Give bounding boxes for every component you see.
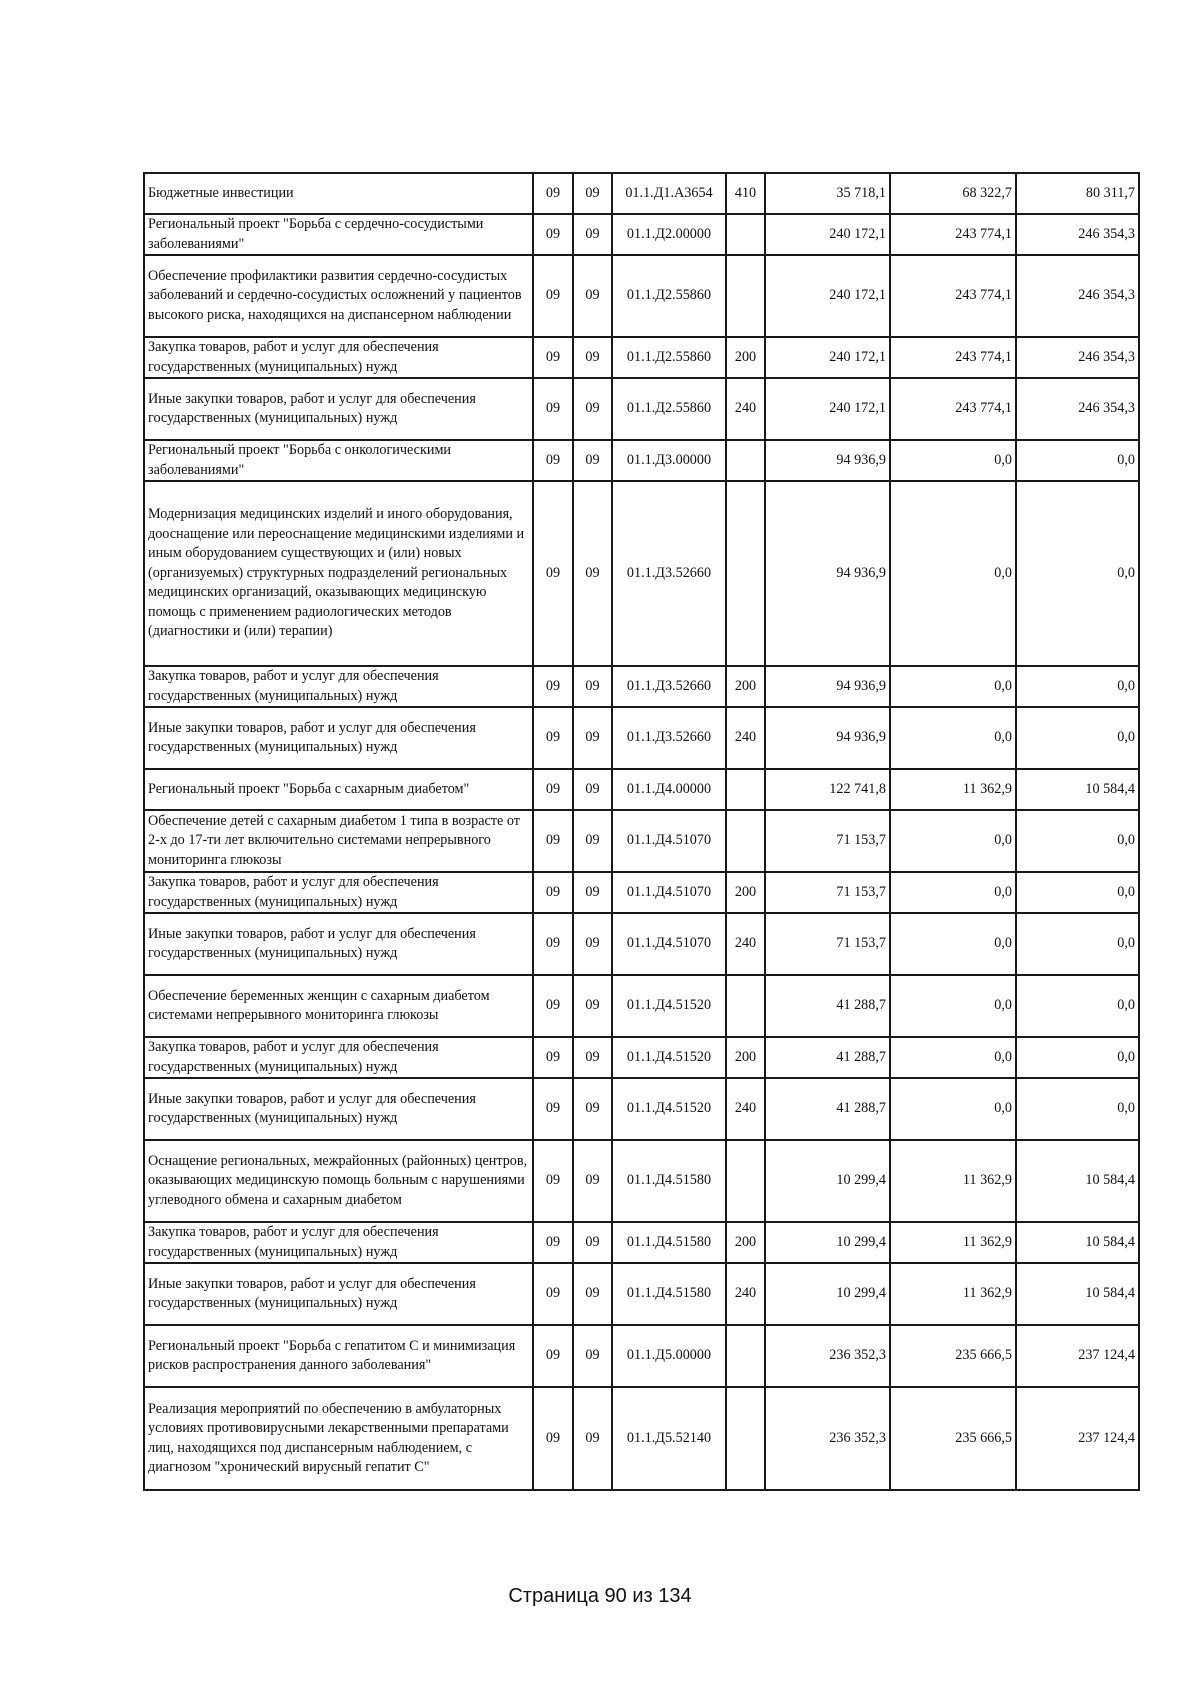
amount-year1-cell: 41 288,7	[765, 975, 890, 1037]
table-row	[144, 913, 1139, 975]
amount-year2-cell: 0,0	[890, 440, 1016, 481]
amount-year2-cell: 0,0	[890, 913, 1016, 975]
target-article-cell: 01.1.Д4.51070	[612, 872, 726, 913]
target-article-cell: 01.1.Д4.51070	[612, 810, 726, 872]
target-article-cell: 01.1.Д4.51580	[612, 1140, 726, 1222]
amount-year2-cell: 0,0	[890, 666, 1016, 707]
expense-type-cell: 240	[726, 1078, 765, 1140]
amount-year1-cell: 94 936,9	[765, 481, 890, 666]
row-name-cell: Иные закупки товаров, работ и услуг для обеспечения государственных (муниципальных) нужд	[144, 707, 533, 769]
target-article-cell: 01.1.Д3.52660	[612, 666, 726, 707]
amount-year3-cell: 10 584,4	[1016, 1222, 1139, 1263]
expense-type-cell: 240	[726, 378, 765, 440]
amount-year3-cell: 10 584,4	[1016, 1263, 1139, 1325]
section-code-cell: 09	[533, 173, 573, 214]
table-row	[144, 337, 1139, 378]
target-article-cell: 01.1.Д5.00000	[612, 1325, 726, 1387]
table-body	[144, 173, 1139, 1490]
row-name-cell: Иные закупки товаров, работ и услуг для обеспечения государственных (муниципальных) нужд	[144, 1078, 533, 1140]
subsection-code-cell: 09	[573, 337, 612, 378]
subsection-code-cell: 09	[573, 214, 612, 255]
amount-year3-cell: 80 311,7	[1016, 173, 1139, 214]
table-row	[144, 1325, 1139, 1387]
amount-year1-cell: 236 352,3	[765, 1387, 890, 1490]
amount-year3-cell: 246 354,3	[1016, 337, 1139, 378]
subsection-code-cell: 09	[573, 481, 612, 666]
target-article-cell: 01.1.Д4.51580	[612, 1222, 726, 1263]
subsection-code-cell: 09	[573, 1140, 612, 1222]
page-number: Страница 90 из 134	[508, 1585, 692, 1607]
row-name-cell: Обеспечение беременных женщин с сахарным диабетом системами непрерывного мониторинга глюкозы	[144, 975, 533, 1037]
section-code-cell: 09	[533, 707, 573, 769]
expense-type-cell	[726, 255, 765, 337]
section-code-cell: 09	[533, 255, 573, 337]
amount-year3-cell: 0,0	[1016, 913, 1139, 975]
target-article-cell: 01.1.Д2.55860	[612, 378, 726, 440]
subsection-code-cell: 09	[573, 378, 612, 440]
table-row	[144, 1263, 1139, 1325]
expense-type-cell: 200	[726, 1037, 765, 1078]
amount-year1-cell: 10 299,4	[765, 1263, 890, 1325]
amount-year3-cell: 237 124,4	[1016, 1387, 1139, 1490]
table-row	[144, 481, 1139, 666]
subsection-code-cell: 09	[573, 440, 612, 481]
section-code-cell: 09	[533, 810, 573, 872]
subsection-code-cell: 09	[573, 1263, 612, 1325]
section-code-cell: 09	[533, 1037, 573, 1078]
row-name-cell: Региональный проект "Борьба с онкологическими заболеваниями"	[144, 440, 533, 481]
section-code-cell: 09	[533, 1078, 573, 1140]
subsection-code-cell: 09	[573, 173, 612, 214]
row-name-cell: Региональный проект "Борьба с сахарным диабетом"	[144, 769, 533, 810]
subsection-code-cell: 09	[573, 1387, 612, 1490]
subsection-code-cell: 09	[573, 666, 612, 707]
amount-year2-cell: 235 666,5	[890, 1387, 1016, 1490]
target-article-cell: 01.1.Д2.55860	[612, 337, 726, 378]
amount-year3-cell: 10 584,4	[1016, 769, 1139, 810]
amount-year2-cell: 243 774,1	[890, 337, 1016, 378]
target-article-cell: 01.1.Д4.51520	[612, 1037, 726, 1078]
section-code-cell: 09	[533, 214, 573, 255]
section-code-cell: 09	[533, 769, 573, 810]
amount-year1-cell: 41 288,7	[765, 1037, 890, 1078]
table-row	[144, 810, 1139, 872]
amount-year3-cell: 237 124,4	[1016, 1325, 1139, 1387]
section-code-cell: 09	[533, 1140, 573, 1222]
target-article-cell: 01.1.Д2.55860	[612, 255, 726, 337]
row-name-cell: Закупка товаров, работ и услуг для обеспечения государственных (муниципальных) нужд	[144, 666, 533, 707]
amount-year1-cell: 94 936,9	[765, 666, 890, 707]
table-row	[144, 872, 1139, 913]
table-row	[144, 707, 1139, 769]
expense-type-cell	[726, 810, 765, 872]
expense-type-cell: 240	[726, 1263, 765, 1325]
expense-type-cell: 200	[726, 337, 765, 378]
budget-table	[143, 172, 1140, 1491]
section-code-cell: 09	[533, 1222, 573, 1263]
row-name-cell: Оснащение региональных, межрайонных (районных) центров, оказывающих медицинскую помощь больным с нарушениями углеводного обмена и сахарным диабетом	[144, 1140, 533, 1222]
row-name-cell: Реализация мероприятий по обеспечению в амбулаторных условиях противовирусными лекарственными препаратами лиц, находящихся под диспансерным наблюдением, с диагнозом "хронический вирусный гепатит С"	[144, 1387, 533, 1490]
section-code-cell: 09	[533, 872, 573, 913]
amount-year1-cell: 71 153,7	[765, 872, 890, 913]
amount-year1-cell: 10 299,4	[765, 1140, 890, 1222]
subsection-code-cell: 09	[573, 913, 612, 975]
amount-year3-cell: 0,0	[1016, 707, 1139, 769]
expense-type-cell	[726, 440, 765, 481]
amount-year1-cell: 35 718,1	[765, 173, 890, 214]
amount-year3-cell: 0,0	[1016, 975, 1139, 1037]
subsection-code-cell: 09	[573, 255, 612, 337]
section-code-cell: 09	[533, 378, 573, 440]
row-name-cell: Обеспечение профилактики развития сердечно-сосудистых заболеваний и сердечно-сосудистых осложнений у пациентов высокого риска, находящихся на диспансерном наблюдении	[144, 255, 533, 337]
amount-year3-cell: 0,0	[1016, 666, 1139, 707]
target-article-cell: 01.1.Д4.51070	[612, 913, 726, 975]
expense-type-cell	[726, 1325, 765, 1387]
target-article-cell: 01.1.Д4.51580	[612, 1263, 726, 1325]
amount-year3-cell: 0,0	[1016, 872, 1139, 913]
subsection-code-cell: 09	[573, 1078, 612, 1140]
amount-year1-cell: 71 153,7	[765, 913, 890, 975]
expense-type-cell: 240	[726, 913, 765, 975]
amount-year2-cell: 0,0	[890, 707, 1016, 769]
expense-type-cell: 240	[726, 707, 765, 769]
amount-year2-cell: 0,0	[890, 481, 1016, 666]
expense-type-cell: 200	[726, 872, 765, 913]
amount-year2-cell: 11 362,9	[890, 1222, 1016, 1263]
amount-year1-cell: 240 172,1	[765, 378, 890, 440]
amount-year1-cell: 41 288,7	[765, 1078, 890, 1140]
section-code-cell: 09	[533, 975, 573, 1037]
row-name-cell: Закупка товаров, работ и услуг для обеспечения государственных (муниципальных) нужд	[144, 337, 533, 378]
table-row	[144, 666, 1139, 707]
table-row	[144, 378, 1139, 440]
expense-type-cell	[726, 214, 765, 255]
subsection-code-cell: 09	[573, 1222, 612, 1263]
table-row	[144, 1078, 1139, 1140]
amount-year2-cell: 0,0	[890, 1037, 1016, 1078]
target-article-cell: 01.1.Д5.52140	[612, 1387, 726, 1490]
amount-year1-cell: 240 172,1	[765, 255, 890, 337]
subsection-code-cell: 09	[573, 872, 612, 913]
amount-year2-cell: 11 362,9	[890, 1140, 1016, 1222]
amount-year3-cell: 246 354,3	[1016, 255, 1139, 337]
expense-type-cell	[726, 1140, 765, 1222]
amount-year2-cell: 243 774,1	[890, 255, 1016, 337]
amount-year3-cell: 0,0	[1016, 810, 1139, 872]
table-row	[144, 1037, 1139, 1078]
amount-year2-cell: 0,0	[890, 872, 1016, 913]
row-name-cell: Закупка товаров, работ и услуг для обеспечения государственных (муниципальных) нужд	[144, 872, 533, 913]
table-row	[144, 255, 1139, 337]
row-name-cell: Региональный проект "Борьба с сердечно-сосудистыми заболеваниями"	[144, 214, 533, 255]
subsection-code-cell: 09	[573, 1325, 612, 1387]
expense-type-cell	[726, 975, 765, 1037]
section-code-cell: 09	[533, 666, 573, 707]
section-code-cell: 09	[533, 481, 573, 666]
amount-year2-cell: 0,0	[890, 975, 1016, 1037]
row-name-cell: Бюджетные инвестиции	[144, 173, 533, 214]
row-name-cell: Обеспечение детей с сахарным диабетом 1 типа в возрасте от 2-х до 17-ти лет включительно системами непрерывного мониторинга глюкозы	[144, 810, 533, 872]
section-code-cell: 09	[533, 1263, 573, 1325]
table-row	[144, 1387, 1139, 1490]
amount-year1-cell: 240 172,1	[765, 214, 890, 255]
expense-type-cell	[726, 481, 765, 666]
amount-year1-cell: 236 352,3	[765, 1325, 890, 1387]
subsection-code-cell: 09	[573, 1037, 612, 1078]
amount-year3-cell: 0,0	[1016, 1078, 1139, 1140]
target-article-cell: 01.1.Д4.00000	[612, 769, 726, 810]
amount-year3-cell: 0,0	[1016, 481, 1139, 666]
expense-type-cell: 200	[726, 1222, 765, 1263]
amount-year2-cell: 235 666,5	[890, 1325, 1016, 1387]
expense-type-cell: 200	[726, 666, 765, 707]
row-name-cell: Региональный проект "Борьба с гепатитом С и минимизация рисков распространения данного заболевания"	[144, 1325, 533, 1387]
amount-year3-cell: 0,0	[1016, 1037, 1139, 1078]
row-name-cell: Модернизация медицинских изделий и иного оборудования, дооснащение или переоснащение медицинскими изделиями и иным оборудованием существующих и (или) новых (организуемых) структурных подразделений региональных медицинских организаций, оказывающих медицинскую помощь с применением радиологических методов (диагностики и (или) терапии)	[144, 481, 533, 666]
expense-type-cell	[726, 769, 765, 810]
table-row	[144, 1222, 1139, 1263]
amount-year1-cell: 71 153,7	[765, 810, 890, 872]
target-article-cell: 01.1.Д2.00000	[612, 214, 726, 255]
amount-year2-cell: 68 322,7	[890, 173, 1016, 214]
table-row	[144, 214, 1139, 255]
target-article-cell: 01.1.Д1.А3654	[612, 173, 726, 214]
subsection-code-cell: 09	[573, 769, 612, 810]
table-row	[144, 440, 1139, 481]
section-code-cell: 09	[533, 337, 573, 378]
amount-year2-cell: 11 362,9	[890, 769, 1016, 810]
subsection-code-cell: 09	[573, 975, 612, 1037]
row-name-cell: Иные закупки товаров, работ и услуг для обеспечения государственных (муниципальных) нужд	[144, 378, 533, 440]
row-name-cell: Закупка товаров, работ и услуг для обеспечения государственных (муниципальных) нужд	[144, 1222, 533, 1263]
amount-year3-cell: 0,0	[1016, 440, 1139, 481]
amount-year1-cell: 10 299,4	[765, 1222, 890, 1263]
section-code-cell: 09	[533, 440, 573, 481]
amount-year2-cell: 11 362,9	[890, 1263, 1016, 1325]
row-name-cell: Иные закупки товаров, работ и услуг для обеспечения государственных (муниципальных) нужд	[144, 913, 533, 975]
target-article-cell: 01.1.Д3.52660	[612, 707, 726, 769]
table-row	[144, 769, 1139, 810]
amount-year3-cell: 10 584,4	[1016, 1140, 1139, 1222]
amount-year1-cell: 94 936,9	[765, 440, 890, 481]
row-name-cell: Иные закупки товаров, работ и услуг для обеспечения государственных (муниципальных) нужд	[144, 1263, 533, 1325]
amount-year3-cell: 246 354,3	[1016, 214, 1139, 255]
subsection-code-cell: 09	[573, 707, 612, 769]
amount-year1-cell: 94 936,9	[765, 707, 890, 769]
target-article-cell: 01.1.Д3.52660	[612, 481, 726, 666]
table-row	[144, 975, 1139, 1037]
target-article-cell: 01.1.Д4.51520	[612, 1078, 726, 1140]
section-code-cell: 09	[533, 913, 573, 975]
section-code-cell: 09	[533, 1387, 573, 1490]
table-row	[144, 173, 1139, 214]
amount-year3-cell: 246 354,3	[1016, 378, 1139, 440]
target-article-cell: 01.1.Д4.51520	[612, 975, 726, 1037]
amount-year2-cell: 243 774,1	[890, 378, 1016, 440]
expense-type-cell: 410	[726, 173, 765, 214]
amount-year1-cell: 122 741,8	[765, 769, 890, 810]
amount-year1-cell: 240 172,1	[765, 337, 890, 378]
amount-year2-cell: 0,0	[890, 810, 1016, 872]
amount-year2-cell: 243 774,1	[890, 214, 1016, 255]
table-row	[144, 1140, 1139, 1222]
row-name-cell: Закупка товаров, работ и услуг для обеспечения государственных (муниципальных) нужд	[144, 1037, 533, 1078]
expense-type-cell	[726, 1387, 765, 1490]
subsection-code-cell: 09	[573, 810, 612, 872]
section-code-cell: 09	[533, 1325, 573, 1387]
target-article-cell: 01.1.Д3.00000	[612, 440, 726, 481]
amount-year2-cell: 0,0	[890, 1078, 1016, 1140]
